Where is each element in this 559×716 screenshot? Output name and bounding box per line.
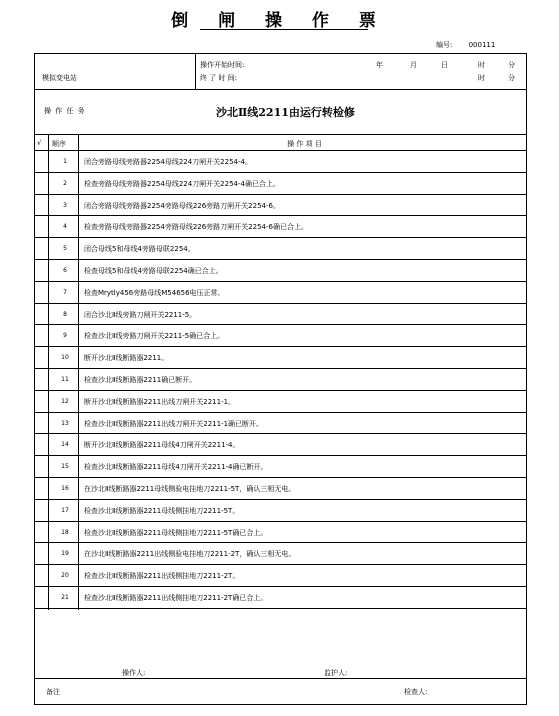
step-number: 20 xyxy=(61,572,69,580)
step-text: 闭合母线5和母线4旁路母联2254。 xyxy=(84,245,195,254)
minute-label-2: 分 xyxy=(508,74,515,82)
header-divider xyxy=(195,53,196,89)
step-text: 检查沙北Ⅱ线旁路刀闸开关2211-5确已合上。 xyxy=(84,332,225,341)
step-text: 检查沙北Ⅱ线断路器2211母线侧挂地刀2211-5T确已合上。 xyxy=(84,528,268,537)
step-text: 在沙北Ⅱ线断路器2211出线侧验电挂地刀2211-2T，确认三相无电。 xyxy=(84,550,296,559)
ticket-title: 倒 闸 操 作 票 xyxy=(171,11,388,31)
step-row-line xyxy=(34,390,527,391)
year-label: 年 xyxy=(376,61,383,69)
day-label: 日 xyxy=(441,61,448,69)
check-column-header: √ xyxy=(37,139,42,147)
divider xyxy=(34,134,527,135)
step-number: 1 xyxy=(63,158,67,165)
step-row-line xyxy=(34,172,527,173)
hour-label: 时 xyxy=(478,61,485,69)
step-row-line xyxy=(34,477,527,478)
step-text: 检查Mrytly456旁路母线M54656电压正常。 xyxy=(84,288,225,297)
step-row-line xyxy=(34,237,527,238)
items-column-header: 操 作 项 目 xyxy=(287,140,322,148)
step-row-line xyxy=(34,259,527,260)
step-number: 17 xyxy=(61,506,69,514)
step-number: 16 xyxy=(61,485,69,492)
step-text: 检查沙北Ⅱ线断路器2211母线侧挂地刀2211-5T。 xyxy=(84,506,240,515)
approver-label: 检查人: xyxy=(404,688,428,696)
title-underline xyxy=(200,29,368,30)
step-row-line xyxy=(34,215,527,216)
step-text: 检查沙北Ⅱ线断路器2211母线4刀闸开关2211-4确已断开。 xyxy=(84,463,268,472)
step-number: 19 xyxy=(61,550,69,558)
step-number: 5 xyxy=(63,245,67,253)
step-text: 检查旁路母线旁路器2254母线224刀闸开关2254-4确已合上。 xyxy=(84,179,280,188)
remarks-label: 备注 xyxy=(46,688,60,696)
step-text: 在沙北Ⅱ线断路器2211母线侧验电挂地刀2211-5T，确认三相无电。 xyxy=(84,485,296,493)
step-number: 9 xyxy=(63,332,67,340)
task-value: 沙北Ⅱ线2211由运行转检修 xyxy=(216,106,355,119)
step-number: 6 xyxy=(63,267,67,274)
step-row-line xyxy=(34,586,527,587)
step-number: 2 xyxy=(63,179,67,187)
step-row-line xyxy=(34,542,527,543)
step-number: 11 xyxy=(61,376,69,383)
minute-label: 分 xyxy=(508,61,515,69)
step-row-line xyxy=(34,324,527,325)
end-time-label: 终 了 时 间: xyxy=(200,74,238,82)
month-label: 月 xyxy=(410,61,417,69)
step-row-line xyxy=(34,303,527,304)
step-row-line xyxy=(34,521,527,522)
step-number: 12 xyxy=(61,397,69,405)
station-name: 模拟变电站 xyxy=(42,74,77,82)
divider xyxy=(34,150,527,151)
step-number: 7 xyxy=(63,288,67,296)
start-time-label: 操作开始时间: xyxy=(200,61,245,69)
step-text: 闭合旁路母线旁路器2254母线224刀闸开关2254-4。 xyxy=(84,158,252,166)
step-row-line xyxy=(34,412,527,413)
step-text: 断开沙北Ⅱ线断路器2211母线4刀闸开关2211-4。 xyxy=(84,441,240,450)
ticket-number-value: 000111 xyxy=(468,41,496,49)
ticket-number-label: 编号: xyxy=(436,41,453,49)
step-row-line xyxy=(34,608,527,609)
guardian-label: 监护人: xyxy=(324,669,348,677)
step-row-line xyxy=(34,346,527,347)
task-label: 操 作 任 务 xyxy=(44,107,86,115)
step-row-line xyxy=(34,368,527,369)
step-row-line xyxy=(34,564,527,565)
step-text: 检查沙北Ⅱ线断路器2211确已断开。 xyxy=(84,376,197,384)
ticket-number xyxy=(436,40,495,50)
step-text: 检查沙北Ⅱ线断路器2211出线侧挂地刀2211-2T。 xyxy=(84,572,240,581)
step-text: 闭合沙北Ⅱ线旁路刀闸开关2211-5。 xyxy=(84,310,197,319)
divider xyxy=(34,678,527,679)
step-number: 4 xyxy=(63,223,67,231)
step-number: 13 xyxy=(61,419,69,427)
seq-column-header: 顺序 xyxy=(52,140,66,148)
step-number: 10 xyxy=(61,354,69,362)
step-row-line xyxy=(34,194,527,195)
step-row-line xyxy=(34,455,527,456)
step-text: 检查旁路母线旁路器2254旁路母线226旁路刀闸开关2254-6确已合上。 xyxy=(84,223,308,232)
step-text: 检查沙北Ⅱ线断路器2211出线刀闸开关2211-1确已断开。 xyxy=(84,419,264,428)
step-number: 3 xyxy=(63,201,67,209)
step-number: 18 xyxy=(61,528,69,536)
hour-label-2: 时 xyxy=(478,74,485,82)
step-row-line xyxy=(34,433,527,434)
step-row-line xyxy=(34,281,527,282)
step-number: 21 xyxy=(61,594,69,601)
step-number: 15 xyxy=(61,463,69,471)
step-row-line xyxy=(34,499,527,500)
step-text: 检查沙北Ⅱ线断路器2211出线侧挂地刀2211-2T确已合上。 xyxy=(84,594,268,602)
step-text: 检查母线5和母线4旁路母联2254确已合上。 xyxy=(84,267,223,275)
divider xyxy=(34,89,527,90)
step-text: 断开沙北Ⅱ线断路器2211。 xyxy=(84,354,169,363)
step-text: 断开沙北Ⅱ线断路器2211出线刀闸开关2211-1。 xyxy=(84,397,236,406)
operator-label: 操作人: xyxy=(122,669,146,677)
column-line xyxy=(48,134,49,610)
step-text: 闭合旁路母线旁路器2254旁路母线226旁路刀闸开关2254-6。 xyxy=(84,201,280,210)
step-number: 14 xyxy=(61,441,69,449)
step-number: 8 xyxy=(63,310,67,318)
